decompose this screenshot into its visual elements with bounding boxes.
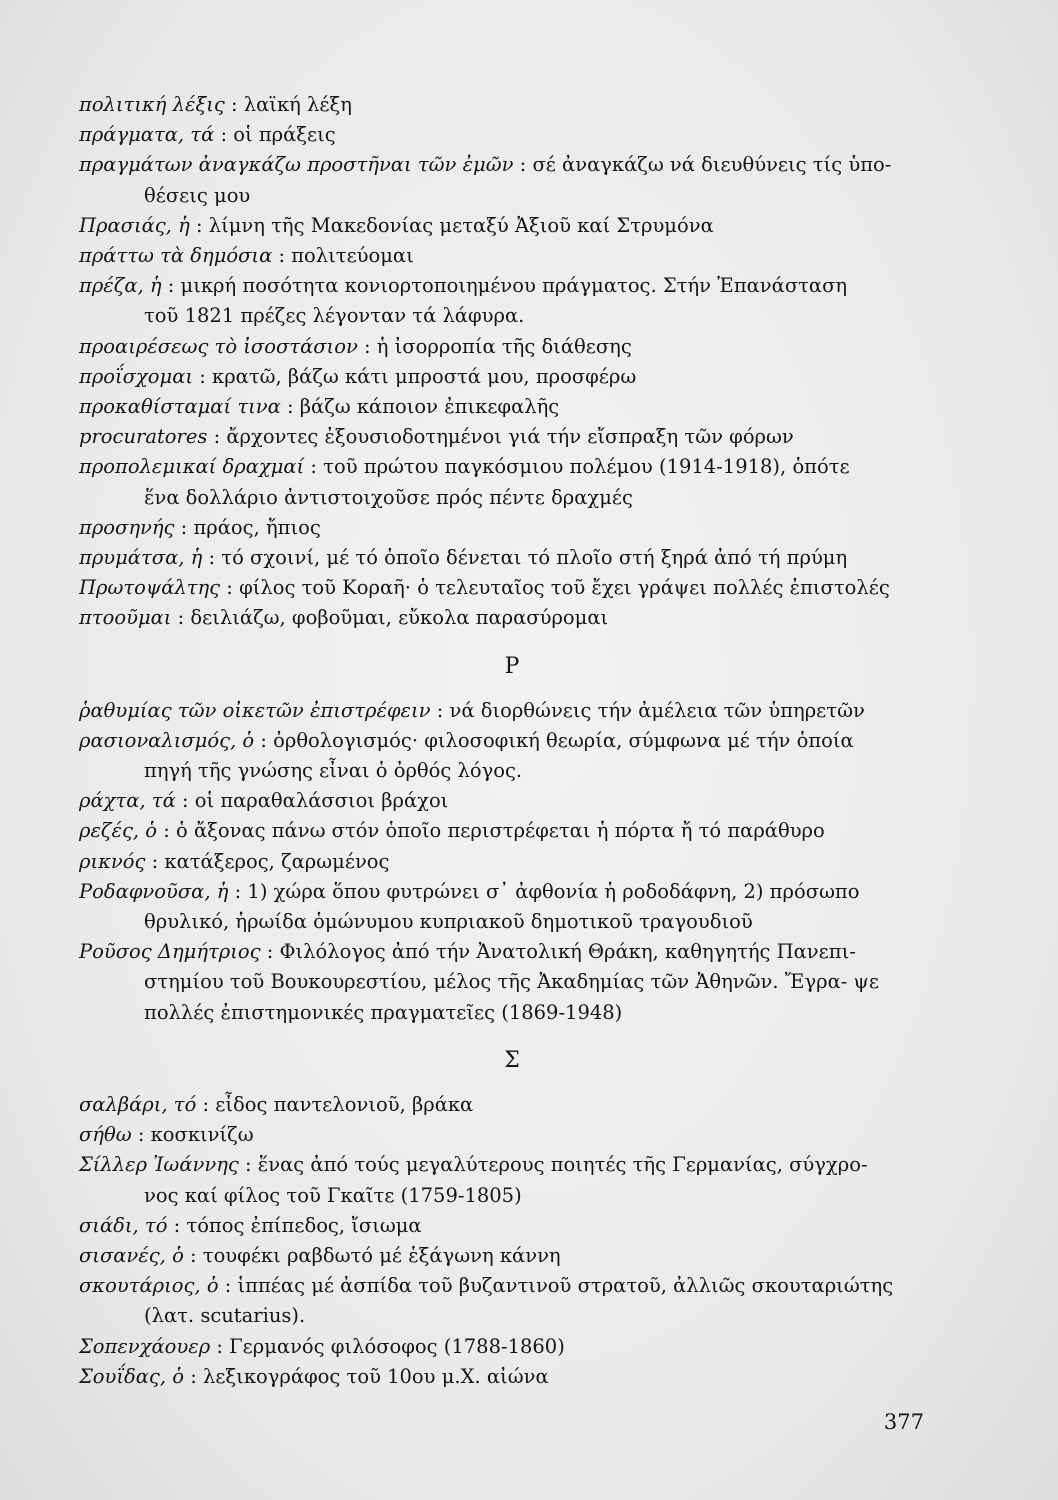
entry-separator: : bbox=[357, 334, 377, 358]
entry-definition: σέ ἀναγκάζω νά διευθύνεις τίς ὑπο- bbox=[532, 153, 892, 177]
entry-lemma: σισανές, ὁ bbox=[79, 1243, 184, 1267]
glossary-entry bbox=[79, 513, 945, 543]
glossary-entry bbox=[79, 1120, 945, 1150]
entry-separator: : bbox=[304, 455, 324, 479]
entry-lemma: Πρωτοψάλτης bbox=[79, 576, 221, 600]
entry-separator: : bbox=[171, 606, 191, 630]
glossary-entry bbox=[79, 1271, 945, 1331]
glossary-entry bbox=[79, 211, 945, 241]
glossary-entry bbox=[79, 120, 945, 150]
entry-separator: : bbox=[238, 1153, 258, 1177]
entry-separator: : bbox=[430, 698, 450, 722]
glossary-entry bbox=[79, 422, 945, 452]
entry-separator: : bbox=[202, 546, 222, 570]
entry-lemma: προΐσχομαι bbox=[79, 364, 194, 388]
glossary-entry bbox=[79, 362, 945, 392]
entry-separator: : bbox=[280, 395, 300, 419]
glossary-entry bbox=[79, 786, 945, 816]
entry-continuation: στημίου τοῦ Βουκουρεστίου, μέλος τῆς Ἀκαδημίας τῶν Ἀθηνῶν. Ἔγρα- ψε πολλές ἐπιστημονικές πραγματεῖες (1869-1948) bbox=[144, 970, 879, 1024]
entry-separator: : bbox=[189, 213, 209, 237]
glossary-entry bbox=[79, 392, 945, 422]
entry-definition: μικρή ποσότητα κονιορτοποιημένου πράγματος. Στήν Ἐπανάσταση bbox=[180, 274, 848, 298]
entry-separator: : bbox=[207, 425, 227, 449]
glossary-entry bbox=[79, 452, 945, 512]
entry-definition: κοσκινίζω bbox=[150, 1123, 254, 1147]
entry-lemma: Ροδαφνοῦσα, ἡ bbox=[79, 879, 229, 903]
entry-definition: ἡ ἰσορροπία τῆς διάθεσης bbox=[376, 334, 632, 358]
entry-separator: : bbox=[210, 1334, 230, 1358]
entry-lemma: σκουτάριος, ὁ bbox=[79, 1274, 219, 1298]
glossary-entry bbox=[79, 1211, 945, 1241]
glossary-entry bbox=[79, 1362, 945, 1392]
entry-definition: κατάξερος, ζαρωμένος bbox=[164, 849, 390, 873]
entry-separator: : bbox=[161, 274, 181, 298]
entry-separator: : bbox=[218, 1274, 238, 1298]
entry-separator: : bbox=[220, 576, 240, 600]
entry-separator: : bbox=[183, 1243, 203, 1267]
entry-lemma: πράττω τὰ δημόσια bbox=[79, 244, 273, 268]
glossary-entry bbox=[79, 1241, 945, 1271]
entry-definition: Φιλόλογος ἀπό τήν Ἀνατολική Θράκη, καθηγητής Πανεπι- bbox=[279, 940, 856, 964]
glossary-entry bbox=[79, 241, 945, 271]
entry-lemma: πρυμάτσα, ἡ bbox=[79, 546, 203, 570]
entry-lemma: σαλβάρι, τό bbox=[79, 1092, 197, 1116]
entry-definition: 1) χώρα ὅπου φυτρώνει σ᾽ ἀφθονία ἡ ροδοδάφνη, 2) πρόσωπο bbox=[247, 879, 860, 903]
entry-separator: : bbox=[228, 879, 248, 903]
entry-lemma: ρικνός bbox=[79, 849, 146, 873]
page-number: 377 bbox=[883, 1410, 924, 1434]
entry-separator: : bbox=[196, 1092, 216, 1116]
entry-lemma: ῥαθυμίας τῶν οἰκετῶν ἐπιστρέφειν bbox=[79, 698, 431, 722]
entry-lemma: Σουΐδας, ὁ bbox=[79, 1364, 184, 1388]
entry-definition: δειλιάζω, φοβοῦμαι, εὔκολα παρασύρομαι bbox=[190, 606, 609, 630]
entry-lemma: procuratores bbox=[79, 425, 208, 449]
entry-separator: : bbox=[260, 940, 280, 964]
entry-definition: λεξικογράφος τοῦ 10ου μ.Χ. αἰώνα bbox=[202, 1364, 549, 1388]
entry-definition: ὀρθολογισμός· φιλοσοφική θεωρία, σύμφωνα μέ τήν ὁποία bbox=[273, 728, 854, 752]
glossary-entry bbox=[79, 877, 945, 937]
entry-separator: : bbox=[175, 789, 195, 813]
entry-definition: ἄρχοντες ἐξουσιοδοτημένοι γιά τήν εἴσπραξη τῶν φόρων bbox=[226, 425, 794, 449]
entry-separator: : bbox=[157, 819, 176, 843]
entry-separator: : bbox=[167, 1213, 187, 1237]
entry-definition: λίμνη τῆς Μακεδονίας μεταξύ Ἀξιοῦ καί Στρυμόνα bbox=[208, 213, 714, 237]
entry-definition: νά διορθώνεις τήν ἀμέλεια τῶν ὑπηρετῶν bbox=[449, 698, 865, 722]
entry-lemma: πολιτική λέξις bbox=[79, 93, 225, 116]
entry-definition: εἶδος παντελονιοῦ, βράκα bbox=[215, 1092, 474, 1116]
entry-lemma: πράγματα, τά bbox=[79, 123, 215, 147]
entry-lemma: Ροῦσος Δημήτριος bbox=[79, 940, 261, 964]
entry-continuation: θρυλικό, ἡρωίδα ὁμώνυμου κυπριακοῦ δημοτικοῦ τραγουδιοῦ bbox=[144, 910, 753, 934]
entry-continuation: ἕνα δολλάριο ἀντιστοιχοῦσε πρός πέντε δραχμές bbox=[144, 485, 633, 509]
entry-definition: τό σχοινί, μέ τό ὁποῖο δένεται τό πλοῖο στή ξηρά ἀπό τή πρύμη bbox=[221, 546, 848, 570]
entry-definition: κρατῶ, βάζω κάτι μπροστά μου, προσφέρω bbox=[212, 364, 637, 388]
entry-separator: : bbox=[224, 93, 244, 116]
entry-continuation: τοῦ 1821 πρέζες λέγονταν τά λάφυρα. bbox=[144, 304, 525, 328]
entry-lemma: προαιρέσεως τὸ ἰσοστάσιον bbox=[79, 334, 358, 358]
glossary-entry bbox=[79, 726, 945, 786]
glossary-entry bbox=[79, 816, 945, 846]
glossary-entry bbox=[79, 603, 945, 633]
glossary-entry bbox=[79, 1090, 945, 1120]
glossary-entry bbox=[79, 90, 945, 120]
entry-continuation: νος καί φίλος τοῦ Γκαῖτε (1759-1805) bbox=[144, 1183, 522, 1207]
entry-lemma: πτοοῦμαι bbox=[79, 606, 172, 630]
entry-separator: : bbox=[193, 364, 212, 388]
entry-separator: : bbox=[131, 1123, 151, 1147]
glossary-entry bbox=[79, 150, 945, 210]
entry-definition: ὁ ἄξονας πάνω στόν ὁποῖο περιστρέφεται ἡ πόρτα ἤ τό παράθυρο bbox=[176, 819, 825, 843]
entry-definition: Γερμανός φιλόσοφος (1788-1860) bbox=[229, 1334, 565, 1358]
entry-lemma: Σοπενχάουερ bbox=[79, 1334, 211, 1358]
entry-definition: τοῦ πρώτου παγκόσμιου πολέμου (1914-1918), ὁπότε bbox=[323, 455, 850, 479]
entry-separator: : bbox=[272, 244, 292, 268]
glossary-column bbox=[79, 90, 945, 1392]
entry-definition: ἕνας ἀπό τούς μεγαλύτερους ποιητές τῆς Γερμανίας, σύγχρο- bbox=[257, 1153, 868, 1177]
entry-separator: : bbox=[513, 153, 533, 177]
entry-definition: τόπος ἐπίπεδος, ἴσιωμα bbox=[186, 1213, 422, 1237]
entry-definition: φίλος τοῦ Κοραῆ· ὁ τελευταῖος τοῦ ἔχει γράψει πολλές ἐπιστολές bbox=[239, 576, 890, 600]
entry-lemma: προπολεμικαί δραχμαί bbox=[79, 455, 305, 479]
glossary-entry bbox=[79, 937, 945, 1028]
entry-definition: ἱππέας μέ ἀσπίδα τοῦ βυζαντινοῦ στρατοῦ, ἀλλιῶς σκουταριώτης bbox=[237, 1274, 894, 1298]
entry-continuation: θέσεις μου bbox=[144, 183, 251, 207]
entry-separator: : bbox=[145, 849, 165, 873]
entry-continuation: πηγή τῆς γνώσης εἶναι ὁ ὀρθός λόγος. bbox=[144, 759, 523, 783]
entry-lemma: προκαθίσταμαί τινα bbox=[79, 395, 281, 419]
entry-lemma: πραγμάτων ἀναγκάζω προστῆναι τῶν ἐμῶν bbox=[79, 153, 514, 177]
entry-lemma: Σίλλερ Ἰωάννης bbox=[79, 1153, 239, 1177]
entry-lemma: σήθω bbox=[79, 1123, 132, 1147]
entry-definition: πράος, ἤπιος bbox=[193, 515, 321, 539]
entry-lemma: ρεζές, ὁ bbox=[79, 819, 158, 843]
section-letter-heading: Σ bbox=[504, 1047, 520, 1073]
entry-separator: : bbox=[184, 1364, 203, 1388]
entry-definition: τουφέκι ραβδωτό μέ ἑξάγωνη κάννη bbox=[202, 1243, 561, 1267]
entry-lemma: πρέζα, ἡ bbox=[79, 274, 162, 298]
entry-separator: : bbox=[254, 728, 274, 752]
glossary-entry bbox=[79, 696, 945, 726]
entry-definition: πολιτεύομαι bbox=[291, 244, 414, 268]
glossary-entry bbox=[79, 543, 945, 573]
glossary-entry bbox=[79, 1332, 945, 1362]
entry-lemma: σιάδι, τό bbox=[79, 1213, 168, 1237]
entry-definition: οἱ παραθαλάσσιοι βράχοι bbox=[194, 789, 449, 813]
glossary-entry bbox=[79, 271, 945, 331]
entry-separator: : bbox=[174, 515, 194, 539]
glossary-entry bbox=[79, 847, 945, 877]
entry-definition: βάζω κάποιον ἐπικεφαλῆς bbox=[299, 395, 560, 419]
entry-definition: οἱ πράξεις bbox=[233, 123, 336, 147]
entry-lemma: ρασιοναλισμός, ὁ bbox=[79, 728, 255, 752]
entry-lemma: Πρασιάς, ἡ bbox=[79, 213, 190, 237]
entry-separator: : bbox=[214, 123, 234, 147]
glossary-entry bbox=[79, 1150, 945, 1210]
section-letter-heading: Ρ bbox=[504, 653, 520, 679]
entry-definition: λαϊκή λέξη bbox=[243, 93, 352, 116]
entry-lemma: ράχτα, τά bbox=[79, 789, 176, 813]
glossary-entry bbox=[79, 332, 945, 362]
entry-lemma: προσηνής bbox=[79, 515, 175, 539]
entry-continuation: (λατ. scutarius). bbox=[144, 1304, 306, 1328]
glossary-entry bbox=[79, 573, 945, 603]
